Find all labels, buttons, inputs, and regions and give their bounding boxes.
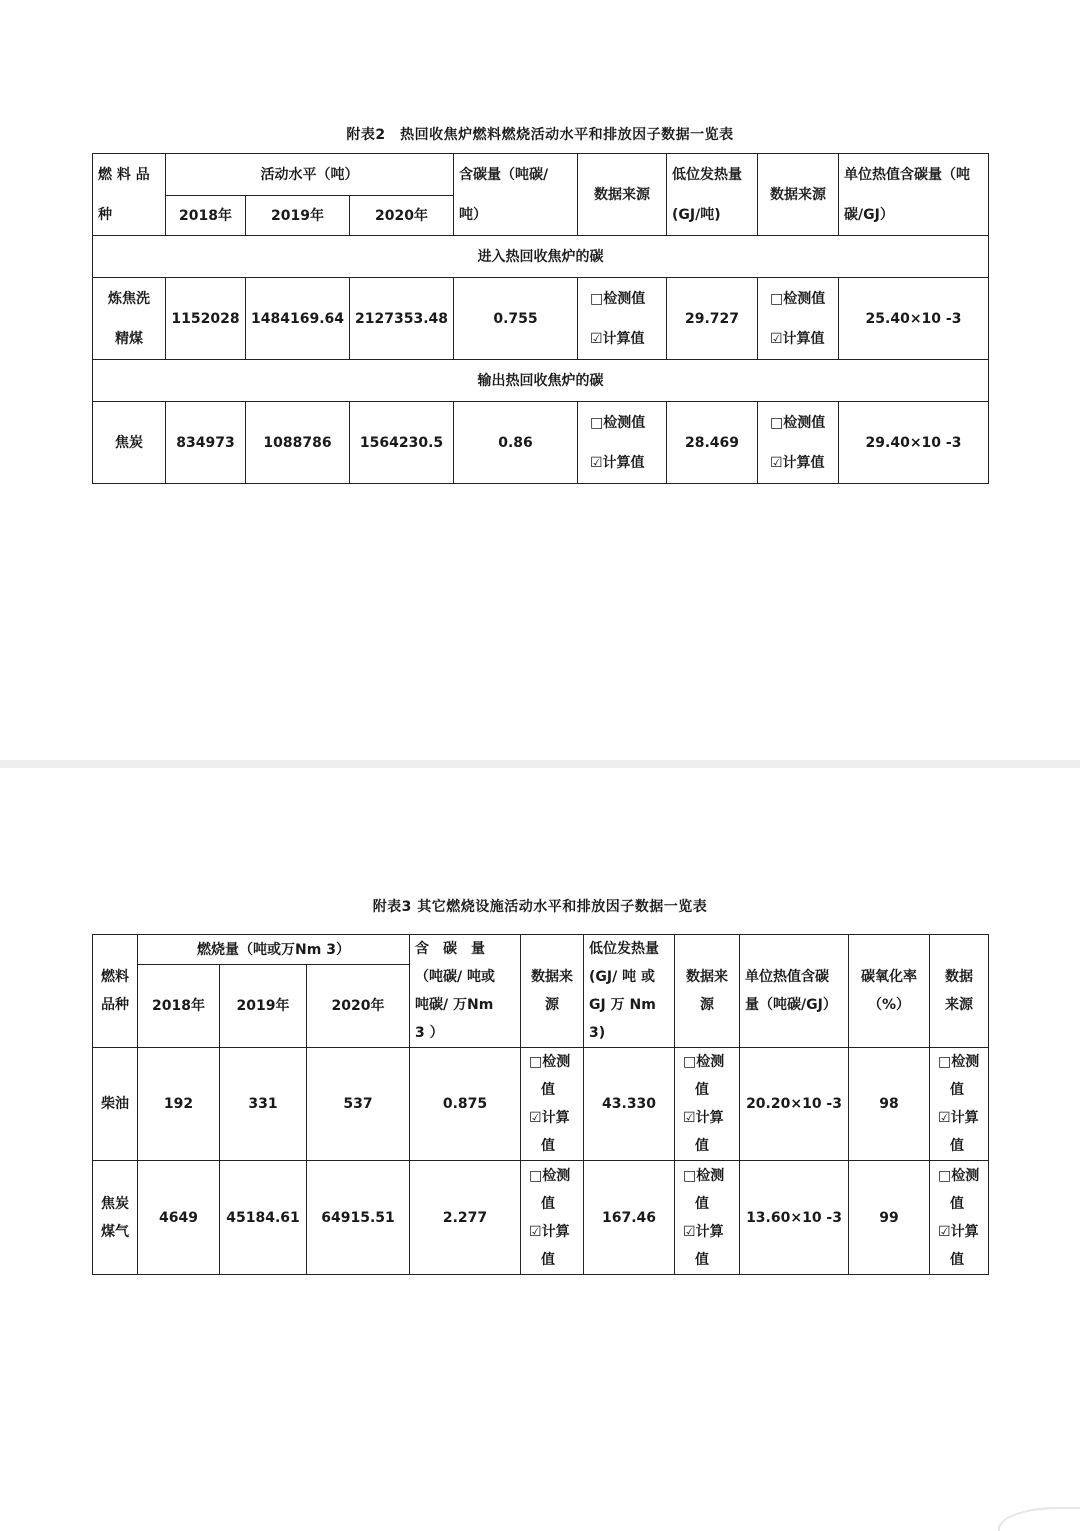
table2	[92, 153, 989, 484]
table3	[92, 934, 989, 1275]
header-amount: 燃烧量（吨或万Nm 3）	[138, 935, 410, 965]
data-source-checkboxes-2	[758, 278, 839, 360]
checkbox-calculated: ☑计算值	[590, 330, 645, 347]
unit-carbon-value: 25.40×10 -3	[839, 278, 989, 360]
header-data-source: 数据来源	[578, 154, 667, 236]
header-carbon-content: 含 碳 量 （吨碳/ 吨或 吨碳/ 万Nm 3 ）	[410, 935, 521, 1048]
value-2019: 1484169.64	[246, 278, 350, 360]
value-2019: 331	[220, 1048, 307, 1161]
value-2020: 1564230.5	[350, 402, 454, 484]
header-year-2018: 2018年	[138, 965, 220, 1048]
header-ncv: 低位发热量 (GJ/吨)	[667, 154, 758, 236]
data-source-checkboxes: □检测 值 ☑计算 值	[521, 1048, 584, 1161]
header-data-source-2: 数据来源	[758, 154, 839, 236]
header-fuel-type: 燃 料 品 种	[93, 154, 166, 236]
table-row	[93, 278, 989, 360]
section-carbon-in: 进入热回收焦炉的碳	[93, 236, 989, 278]
table-row	[93, 402, 989, 484]
data-source-checkboxes-3: □检测 值 ☑计算 值	[930, 1161, 989, 1275]
section-carbon-out: 输出热回收焦炉的碳	[93, 360, 989, 402]
table3-title: 附表3 其它燃烧设施活动水平和排放因子数据一览表	[372, 899, 708, 915]
value-2020: 537	[307, 1048, 410, 1161]
header-fuel-type: 燃料 品种	[93, 935, 138, 1048]
header-year-2020: 2020年	[307, 965, 410, 1048]
table2-title: 附表2 热回收焦炉燃料燃烧活动水平和排放因子数据一览表	[346, 127, 734, 143]
value-2018: 192	[138, 1048, 220, 1161]
data-source-checkboxes-3: □检测 值 ☑计算 值	[930, 1048, 989, 1161]
header-data-source-3: 数据 来源	[930, 935, 989, 1048]
value-2020: 64915.51	[307, 1161, 410, 1275]
document-page-1	[0, 0, 1080, 760]
data-source-checkboxes-2: □检测 值 ☑计算 值	[675, 1161, 740, 1275]
carbon-content: 0.755	[454, 278, 578, 360]
carbon-content: 2.277	[410, 1161, 521, 1275]
unit-carbon-value: 29.40×10 -3	[839, 402, 989, 484]
value-2018: 4649	[138, 1161, 220, 1275]
value-2020: 2127353.48	[350, 278, 454, 360]
value-2018: 834973	[166, 402, 246, 484]
data-source-checkboxes: □检测 值 ☑计算 值	[521, 1161, 584, 1275]
checkbox-measured: □检测值	[770, 290, 826, 307]
ncv-value: 43.330	[584, 1048, 675, 1161]
header-carbon-content: 含碳量（吨碳/ 吨）	[454, 154, 578, 236]
checkbox-calculated: ☑计算值	[590, 454, 645, 471]
carbon-content: 0.86	[454, 402, 578, 484]
fuel-name: 炼焦洗 精煤	[93, 278, 166, 360]
fuel-name: 焦炭 煤气	[93, 1161, 138, 1275]
header-unit-carbon: 单位热值含碳量（吨 碳/GJ）	[839, 154, 989, 236]
checkbox-measured: □检测值	[770, 414, 826, 431]
header-activity: 活动水平（吨）	[166, 154, 454, 196]
unit-carbon-value: 13.60×10 -3	[740, 1161, 849, 1275]
header-year-2020: 2020年	[350, 196, 454, 236]
unit-carbon-value: 20.20×10 -3	[740, 1048, 849, 1161]
checkbox-measured: □检测值	[590, 414, 646, 431]
ncv-value: 28.469	[667, 402, 758, 484]
header-data-source: 数据来 源	[521, 935, 584, 1048]
checkbox-calculated: ☑计算值	[770, 454, 825, 471]
header-ncv: 低位发热量 (GJ/ 吨 或 GJ 万 Nm 3)	[584, 935, 675, 1048]
carbon-content: 0.875	[410, 1048, 521, 1161]
header-year-2019: 2019年	[220, 965, 307, 1048]
fuel-name: 柴油	[93, 1048, 138, 1161]
value-2018: 1152028	[166, 278, 246, 360]
header-year-2019: 2019年	[246, 196, 350, 236]
data-source-checkboxes-2	[758, 402, 839, 484]
data-source-checkboxes	[578, 278, 667, 360]
header-data-source-2: 数据来 源	[675, 935, 740, 1048]
header-unit-carbon: 单位热值含碳 量（吨碳/GJ）	[740, 935, 849, 1048]
table-row	[93, 1048, 989, 1161]
data-source-checkboxes	[578, 402, 667, 484]
oxidation-rate-value: 99	[849, 1161, 930, 1275]
value-2019: 45184.61	[220, 1161, 307, 1275]
header-oxidation-rate: 碳氧化率 （%）	[849, 935, 930, 1048]
table-row	[93, 1161, 989, 1275]
checkbox-measured: □检测值	[590, 290, 646, 307]
value-2019: 1088786	[246, 402, 350, 484]
ncv-value: 167.46	[584, 1161, 675, 1275]
fuel-name: 焦炭	[93, 402, 166, 484]
header-year-2018: 2018年	[166, 196, 246, 236]
checkbox-calculated: ☑计算值	[770, 330, 825, 347]
ncv-value: 29.727	[667, 278, 758, 360]
document-page-2	[0, 768, 1080, 1531]
page-separator	[0, 760, 1080, 768]
oxidation-rate-value: 98	[849, 1048, 930, 1161]
page-corner-curl	[998, 1507, 1080, 1531]
data-source-checkboxes-2: □检测 值 ☑计算 值	[675, 1048, 740, 1161]
